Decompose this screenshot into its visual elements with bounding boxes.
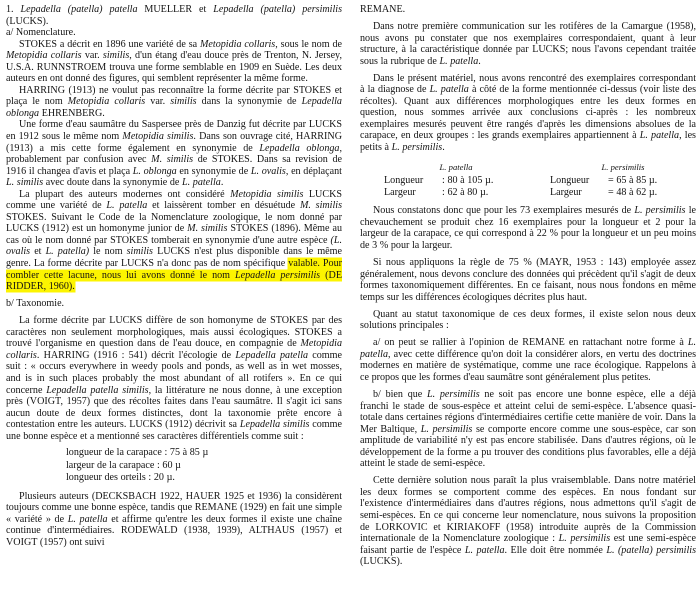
italic-taxon-name: Lepadella patella (235, 349, 309, 361)
text-run: . (478, 55, 481, 67)
italic-taxon-name: Lepadella patella similis (46, 384, 149, 396)
text-run: dans la synonymie de (196, 96, 302, 108)
column-header-patella: L. patella (439, 161, 473, 172)
italic-taxon-name: L. patella (464, 544, 505, 556)
section-number: 1. (6, 4, 14, 15)
authority-lucks: (LUCKS). (6, 15, 49, 27)
heading-conjunction: et (199, 4, 207, 15)
section-heading (6, 4, 342, 27)
text-run: STOKES (1896). Même au cas où le nom donné par STOKES tomberait en synonymie d'une autre espèce (6, 223, 342, 246)
text-run: , les petits à (360, 130, 696, 154)
italic-taxon-name: L. patella (360, 337, 696, 360)
paragraph-camargue (360, 21, 696, 67)
text-run: . (442, 142, 445, 154)
cell-longueur-persimilis (528, 175, 696, 188)
paragraph-saspersee (6, 119, 342, 188)
text-run: , d'un étang d'eau douce près de Trenton, N. Jersey, U.S.A. RUNNSTROEM trouva une forme semblable en 1909 en Suède. Les deux auteurs en ont donné des figures, qui semblent représenter la même forme. (6, 50, 342, 85)
italic-taxon-name: L. patella (439, 55, 479, 67)
italic-taxon-name: M. similis (299, 200, 343, 212)
italic-taxon-name: Metopidia similis (230, 188, 304, 200)
subheading-nomenclature: a/ Nomenclature. (6, 27, 76, 39)
text-run: . Dans son ouvrage cité, HARRING (1913) a mis cette forme également en synonymie de (6, 131, 342, 154)
text-run: et (30, 246, 46, 258)
italic-taxon-name: Lepadella oblonga (259, 142, 340, 154)
text-run: à côté de la forme mentionnée ci-dessus (voir liste des récoltes). Quant aux différences morphologiques entre les deux formes en question, nous sommes arrivée aux conclusions ci-après : les nombreux exemplaires mesurés peuvent être rangés d'après les dimensions absolues de la carapace, en deux groupes : les grands exemplaires appartiennent à (360, 84, 696, 142)
text-run: LUCKS comme une variété de (6, 188, 342, 212)
text-run: , sous le nom de (275, 38, 342, 50)
text-run: , probablement par confusion avec (6, 142, 342, 166)
text-run: comme une bonne espèce et a mentionné ses caractères différentiels comme suit : (6, 419, 342, 442)
text-run: le nom (89, 246, 127, 258)
cell-largeur-persimilis (528, 187, 696, 200)
italic-taxon-name: M. similis (187, 223, 228, 235)
text-run: . HARRING (1916 : 541) décrit l'écologie de (36, 349, 236, 361)
italic-taxon-name: L. ovalis (250, 165, 286, 177)
paragraph-present-material (360, 73, 696, 154)
row-separator: = (608, 187, 614, 199)
text-run: le chevauchement se produit chez 16 exemplaires pour la longueur et 2 pour la largeur de la carapace, ce qui correspond à 22 % pour la longueur et un peu moins de 3 % pour la largeur. (360, 205, 696, 251)
text-run: est une semi-espèce faisant partie de l'espèce (360, 533, 696, 556)
paragraph-stokes-1896 (6, 39, 342, 85)
italic-taxon-name: L. (patella) persimilis (606, 544, 697, 556)
paragraph-harring-1913 (6, 85, 342, 120)
text-run: var. (81, 50, 103, 62)
text-run: , en déplaçant (285, 165, 342, 177)
text-run: en synonymie de (176, 165, 251, 177)
italic-taxon-name: similis (126, 246, 153, 258)
italic-taxon-name: (L. ovalis (6, 234, 342, 258)
highlighted-text: Lepadella persimilis (235, 269, 321, 281)
italic-taxon-name: L. patella (639, 130, 680, 142)
cell-longueur-patella (360, 175, 528, 188)
italic-taxon-name: L. oblonga (132, 165, 177, 177)
paragraph-modern-authors (6, 189, 342, 293)
text-run: STOKES. Suivant le Code de la Nomenclature zoologique, le nom donné par LUCKS (1912) est un homonyme junior de (6, 211, 342, 235)
italic-taxon-name: Metopidia collaris (67, 96, 146, 108)
comparison-table (360, 161, 696, 200)
column-header-persimilis: L. persimilis (601, 161, 645, 172)
text-run: HARRING (1913) ne voulut pas reconnaître la forme décrite par STOKES et plaça le nom (6, 84, 342, 108)
taxon-name-patella: Lepadella (patella) patella (20, 4, 138, 15)
text-run: Quant au statut taxonomique de ces deux formes, il existe selon nous deux solutions principales : (360, 308, 696, 332)
paragraph-plusieurs-auteurs (6, 491, 342, 549)
text-run: . (220, 177, 224, 189)
text-run: et affirme qu'entre les deux formes il existe une chaîne continue d'intermédiaires. RODEWALD (1938, 1939), ALTHAUS (1957) et VOIGT (1957) ont suivi (6, 513, 343, 548)
left-text-column (6, 4, 342, 596)
italic-taxon-name: L. persimilis (558, 533, 611, 545)
text-run: Une forme d'eau saumâtre du Saspersee près de Danzig fut décrite par LUCKS en 1912 sous le même nom (6, 119, 342, 143)
text-run: ne soit pas encore une bonne espèce, elle a déjà franchi le stade de sous-espèce et atteint celui de semi-espèce. L'absence quasi-totale dans certaines régions d'intermédiaires certifie cette manière de voir. Dans la Mer Baltique, (360, 389, 696, 435)
italic-taxon-name: Lepadella oblonga (6, 96, 342, 119)
row-separator: : (442, 187, 445, 199)
italic-taxon-name: similis (102, 50, 130, 62)
text-run: comme suit : « occurs everywhere in weedy pools and ponds, as well as in wet mosses, and is in such places probably the most abundant of all rotifers ». En ce qui concerne (6, 349, 342, 396)
text-run: Plusieurs auteurs (DECKSBACH 1922, HAUER 1925 et 1936) la considèrent toujours comme une bonne espèce, tandis que REMANE (1929) en fait une simple « variété » de (6, 490, 342, 525)
text-run: . Elle doit être nommée (504, 544, 607, 556)
italic-taxon-name: L. patella) (45, 246, 90, 258)
italic-taxon-name: Lepadella similis (239, 419, 310, 431)
text-run: var. (145, 96, 171, 108)
italic-taxon-name: M. similis (151, 154, 194, 166)
text-run: La forme décrite par LUCKS diffère de son homonyme de STOKES par des caractères non seulement morphologiques, mais aussi écologiques. STOKES a trouvé l'organisme en question dans de l'eau douce, en compagnie de (6, 315, 342, 350)
row-separator: : (442, 174, 445, 186)
row-label: Longueur (550, 174, 590, 186)
text-run: La plupart des auteurs modernes ont considéré (19, 188, 231, 200)
italic-taxon-name: Metopidia similis (122, 131, 194, 143)
italic-taxon-name: Metopidia collaris (6, 338, 342, 361)
text-run: se comporte encore comme une sous-espèce, car son amplitude de variabilité n'y est pas encore stabilisée. Dans d'autres régions, où le développement de la forme a pu trouver des conditions plus favorables, elle a déjà atteint le stade de semi-espèce. (360, 423, 696, 470)
right-text-column (360, 4, 696, 596)
text-run: b/ bien que (373, 389, 427, 400)
table-row (360, 175, 696, 188)
measurement-item: longueur des orteils : 20 µ. (66, 472, 175, 484)
italic-taxon-name: L. persimilis (391, 142, 443, 154)
subheading-taxonomie: b/ Taxonomie. (6, 298, 65, 310)
measurements-list (6, 447, 342, 485)
row-value: 62 à 80 µ. (447, 187, 489, 199)
text-run: et laissèrent tomber en désuétude (147, 200, 300, 212)
row-value: 48 à 62 µ. (616, 187, 658, 199)
table-header-row (360, 161, 696, 175)
paragraph-conclusion (360, 475, 696, 567)
italic-taxon-name: L. persimilis (420, 423, 473, 435)
paragraph-ecology (6, 315, 342, 442)
text-run: de STOKES. Dans sa revision de 1916 il changea d'avis et plaça (6, 154, 342, 177)
row-value: 65 à 85 µ. (616, 174, 658, 186)
text-run: , la littérature ne nous donne, à une exception près (VOIGT, 1957) que des récoltes faites dans l'eau saumâtre. Il s'agit ici sans aucun doute de deux formes distinctes, dont la taxonomie prête encore à contestation entre les auteurs. LUCKS (1912) décrivit sa (6, 384, 343, 431)
highlighted-text: valable. Pour combler cette lacune, nous lui avons donné le nom (6, 258, 342, 281)
taxon-name-persimilis: Lepadella (patella) persimilis (213, 4, 343, 15)
row-label: Longueur (384, 174, 424, 186)
cell-largeur-patella (360, 187, 528, 200)
italic-taxon-name: L. patella (182, 177, 221, 189)
measurement-item: longueur de la carapace : 75 à 85 µ (66, 447, 209, 459)
italic-taxon-name: Metopidia collaris (200, 38, 276, 50)
highlighted-text: (DE RIDDER, 1960). (6, 269, 343, 293)
text-run: Dans notre première communication sur les rotifères de la Camargue (1958), nous avons pu constater que nos exemplaires correspondaient, quant à leur structure, à la caractéristique donnée par LUCKS; nous l'avons cependant traitée sous la rubrique de (360, 21, 696, 67)
text-run: , avec cette différence qu'on doit la considérer alors, en vertu des doctrines modernes en matière de systématique, comme une race écologique. Rappelons à ce propos que les formes d'eau saumâtre sont généralement plus petites. (360, 348, 696, 383)
text-run: Si nous appliquons la règle de 75 % (MAYR, 1953 : 143) employée assez généralement, nous devons conclure des données qui précèdent qu'il s'agit de deux formes taxonomiquement différentes. En ce faisant, nous nous fondons en même temps sur les différences écologiques décrites plus haut. (360, 257, 696, 303)
paragraph-two-solutions (360, 309, 696, 332)
text-run: a/ on peut se rallier à l'opinion de REMANE en rattachant notre forme à (373, 337, 688, 349)
italic-taxon-name: L. similis (6, 177, 44, 189)
italic-taxon-name: L. patella (106, 200, 148, 212)
italic-taxon-name: L. patella (429, 84, 469, 96)
measurement-item: largeur de la carapace : 60 µ (66, 459, 181, 471)
text-run: Cette dernière solution nous paraît la plus vraisemblable. Dans notre matériel les deux formes se comportent comme des espèces. En nous fondant sur l'existence d'intermédiaires dans d'autres régions, nous admettons qu'il s'agit de semi-espèces. En ce qui concerne leur nomenclature, nous suivons la proposition de LORKOVIC et KIRIAKOFF (1958) introduite auprès de la Commission internationale de la Nomenclature zoologique : (360, 475, 696, 545)
table-row (360, 187, 696, 200)
authority-mueller: MUELLER (144, 4, 193, 15)
row-label: Largeur (550, 187, 582, 199)
paragraph-73-specimens (360, 205, 696, 251)
text-run: STOKES a décrit en 1896 une variété de sa (19, 38, 201, 50)
row-separator: = (608, 174, 614, 186)
continuation-remane: REMANE. (360, 4, 406, 15)
italic-taxon-name: L. persimilis (427, 389, 480, 400)
paragraph-mayr-rule (360, 257, 696, 303)
text-run: Dans le présent matériel, nous avons rencontré des exemplaires correspondant à la diagnose de (360, 72, 696, 96)
italic-taxon-name: L. patella (67, 513, 108, 525)
text-run: Nous constatons donc que pour les 73 exemplaires mesurés de (373, 205, 635, 217)
paragraph-solution-a (360, 337, 696, 383)
italic-taxon-name: similis (170, 96, 197, 108)
row-label: Largeur (384, 187, 416, 199)
text-run: (LUCKS). (360, 556, 403, 568)
text-run: EHRENBERG. (39, 107, 105, 119)
text-run: LUCKS n'est plus disponible dans le même genre. La forme décrite par LUCKS n'a donc pas de nom spécifique (6, 246, 342, 270)
italic-taxon-name: L. persimilis (634, 205, 686, 217)
text-run: avec doute dans la synonymie de (43, 177, 183, 189)
paragraph-solution-b (360, 389, 696, 470)
italic-taxon-name: Metopidia collaris (6, 50, 82, 62)
row-value: 80 à 105 µ. (447, 174, 494, 186)
